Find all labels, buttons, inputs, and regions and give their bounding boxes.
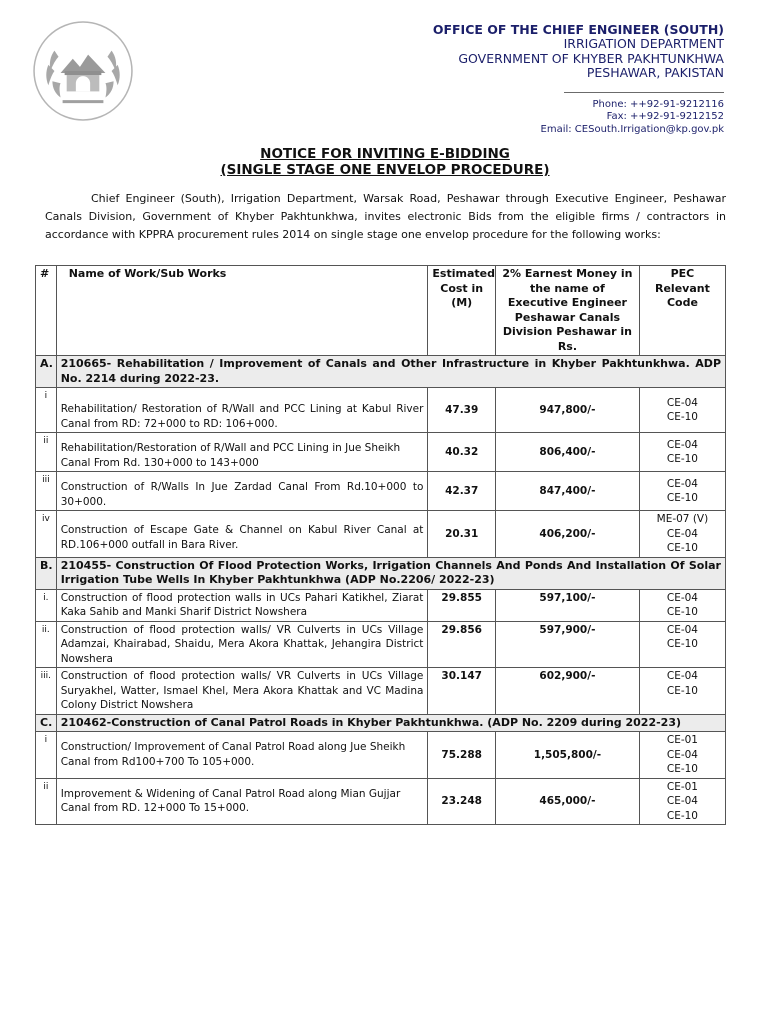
- estimated-cost: 23.248: [428, 778, 496, 825]
- estimated-cost: 42.37: [428, 472, 496, 511]
- work-name: Construction of R/Walls In Jue Zardad Canal From Rd.10+000 to 30+000.: [56, 472, 428, 511]
- work-name: Rehabilitation/ Restoration of R/Wall and PCC Lining at Kabul River Canal from RD: 72+000 to RD: 106+000.: [56, 388, 428, 433]
- section-label: C.: [36, 714, 57, 732]
- earnest-money: 847,400/-: [495, 472, 639, 511]
- office-title: OFFICE OF THE CHIEF ENGINEER (SOUTH): [432, 22, 724, 37]
- pec-code: CE-10: [666, 411, 698, 423]
- earnest-money: 1,505,800/-: [495, 732, 639, 779]
- section-row: [36, 356, 726, 388]
- table-row: [36, 433, 726, 472]
- pec-code: CE-10: [666, 606, 698, 618]
- header-earnest: 2% Earnest Money in the name of Executive Engineer Peshawar Canals Division Peshawar in Rs.: [495, 266, 639, 356]
- work-name: Construction of flood protection walls in UCs Pahari Katikhel, Ziarat Kaka Sahib and Manki Sharif District Nowshera: [56, 589, 428, 621]
- notice-title: NOTICE FOR INVITING E-BIDDING: [260, 146, 510, 162]
- table-row: [36, 388, 726, 433]
- estimated-cost: 29.856: [428, 621, 496, 668]
- estimated-cost: 40.32: [428, 433, 496, 472]
- pec-codes: [639, 589, 725, 621]
- pec-code: CE-04: [666, 477, 698, 490]
- pec-code: CE-01: [666, 780, 698, 793]
- pec-code: CE-04: [666, 795, 698, 807]
- earnest-money: 597,900/-: [495, 621, 639, 668]
- row-index: i: [36, 732, 57, 779]
- earnest-money: 806,400/-: [495, 433, 639, 472]
- pec-code: CE-04: [666, 670, 698, 682]
- earnest-money: 597,100/-: [495, 589, 639, 621]
- work-name: Construction/ Improvement of Canal Patrol Road along Jue Sheikh Canal from Rd100+700 To 105+000.: [56, 732, 428, 779]
- section-label: A.: [36, 356, 57, 388]
- earnest-money: 947,800/-: [495, 388, 639, 433]
- pec-codes: [639, 668, 725, 715]
- row-index: iv: [36, 511, 57, 558]
- row-index: ii.: [36, 621, 57, 668]
- pec-codes: [639, 732, 725, 779]
- pec-code: CE-04: [666, 748, 698, 761]
- notice-subtitle: (SINGLE STAGE ONE ENVELOP PROCEDURE): [220, 162, 550, 178]
- pec-code: CE-04: [666, 591, 698, 604]
- estimated-cost: 20.31: [428, 511, 496, 558]
- header-num: #: [36, 266, 57, 356]
- section-title: 210665- Rehabilitation / Improvement of Canals and Other Infrastructure in Khyber Pakhtunkhwa. ADP No. 2214 during 2022-23.: [56, 356, 725, 388]
- estimated-cost: 29.855: [428, 589, 496, 621]
- row-index: i.: [36, 589, 57, 621]
- table-header-row: [36, 266, 726, 356]
- row-index: i: [36, 388, 57, 433]
- pec-code: CE-10: [666, 492, 698, 504]
- works-table: [35, 265, 726, 825]
- work-name: Improvement & Widening of Canal Patrol Road along Mian Gujjar Canal from RD. 12+000 To 15+000.: [56, 778, 428, 825]
- table-row: [36, 621, 726, 668]
- pec-code: CE-10: [666, 453, 698, 465]
- estimated-cost: 75.288: [428, 732, 496, 779]
- pec-code: CE-01: [666, 734, 698, 746]
- section-title: 210462-Construction of Canal Patrol Roads in Khyber Pakhtunkhwa. (ADP No. 2209 during 2022-23): [56, 714, 725, 732]
- earnest-money: 406,200/-: [495, 511, 639, 558]
- pec-codes: [639, 433, 725, 472]
- work-name: Construction of Escape Gate & Channel on Kabul River Canal at RD.106+000 outfall in Bara River.: [56, 511, 428, 558]
- pec-codes: [639, 511, 725, 558]
- phone-number: Phone: ++92-91-9212116: [592, 98, 724, 110]
- pec-code: CE-10: [666, 684, 698, 697]
- pec-code: CE-04: [666, 396, 698, 409]
- pec-code: CE-10: [666, 763, 698, 775]
- pec-code: CE-04: [666, 527, 698, 540]
- fax-number: Fax: ++92-91-9212152: [606, 111, 724, 122]
- row-index: ii: [36, 433, 57, 472]
- row-index: iii: [36, 472, 57, 511]
- work-name: Construction of flood protection walls/ VR Culverts in UCs Village Adamzai, Khairabad, Shaidu, Mera Akora Khattak, Jehangira District Nowshera: [56, 621, 428, 668]
- work-name: Rehabilitation/Restoration of R/Wall and PCC Lining in Jue Sheikh Canal From Rd. 130+000 to 143+000: [56, 433, 428, 472]
- header-cost: Estimated Cost in (M): [428, 266, 496, 356]
- section-row: [36, 557, 726, 589]
- work-name: Construction of flood protection walls/ VR Culverts in UCs Village Suryakhel, Watter, Ismael Khel, Mera Akora Khattak and VC Madina Colony District Nowshera: [56, 668, 428, 715]
- office-header: [433, 22, 724, 136]
- header-divider: [564, 92, 724, 93]
- row-index: iii.: [36, 668, 57, 715]
- table-row: [36, 732, 726, 779]
- section-row: [36, 714, 726, 732]
- government-name: GOVERNMENT OF KHYBER PAKHTUNKHWA: [458, 50, 724, 66]
- department-name: IRRIGATION DEPARTMENT: [563, 36, 724, 51]
- pec-codes: [639, 621, 725, 668]
- table-row: [36, 589, 726, 621]
- pec-code: CE-10: [666, 542, 698, 554]
- table-row: [36, 668, 726, 715]
- pec-codes: [639, 388, 725, 433]
- city-name: PESHAWAR, PAKISTAN: [586, 65, 724, 80]
- estimated-cost: 47.39: [428, 388, 496, 433]
- pec-codes: [639, 778, 725, 825]
- pec-code: CE-10: [666, 809, 698, 822]
- earnest-money: 602,900/-: [495, 668, 639, 715]
- pec-code: ME-07 (V): [656, 513, 709, 525]
- row-index: ii: [36, 778, 57, 825]
- header-pec: PEC Relevant Code: [639, 266, 725, 356]
- earnest-money: 465,000/-: [495, 778, 639, 825]
- estimated-cost: 30.147: [428, 668, 496, 715]
- email-address: Email: CESouth.Irrigation@kp.gov.pk: [540, 123, 724, 135]
- intro-paragraph: Chief Engineer (South), Irrigation Department, Warsak Road, Peshawar through Executive Engineer, Peshawar Canals Division, Government of Khyber Pakhtunkhwa, invites electronic Bids from the eligible firms / contractors in accordance with KPPRA procurement rules 2014 on single stage one envelop procedure for the following works:: [45, 192, 726, 241]
- pec-code: CE-04: [666, 438, 698, 451]
- section-label: B.: [36, 557, 57, 589]
- table-row: [36, 778, 726, 825]
- section-title: 210455- Construction Of Flood Protection Works, Irrigation Channels And Ponds And Installation Of Solar Irrigation Tube Wells In Khyber Pakhtunkhwa (ADP No.2206/ 2022-23): [56, 557, 725, 589]
- header-name: Name of Work/Sub Works: [56, 266, 428, 356]
- pec-code: CE-10: [666, 638, 698, 650]
- pec-codes: [639, 472, 725, 511]
- table-row: [36, 472, 726, 511]
- pec-code: CE-04: [666, 623, 698, 636]
- table-row: [36, 511, 726, 558]
- notice-heading: [0, 146, 770, 178]
- kp-government-emblem: [32, 20, 134, 122]
